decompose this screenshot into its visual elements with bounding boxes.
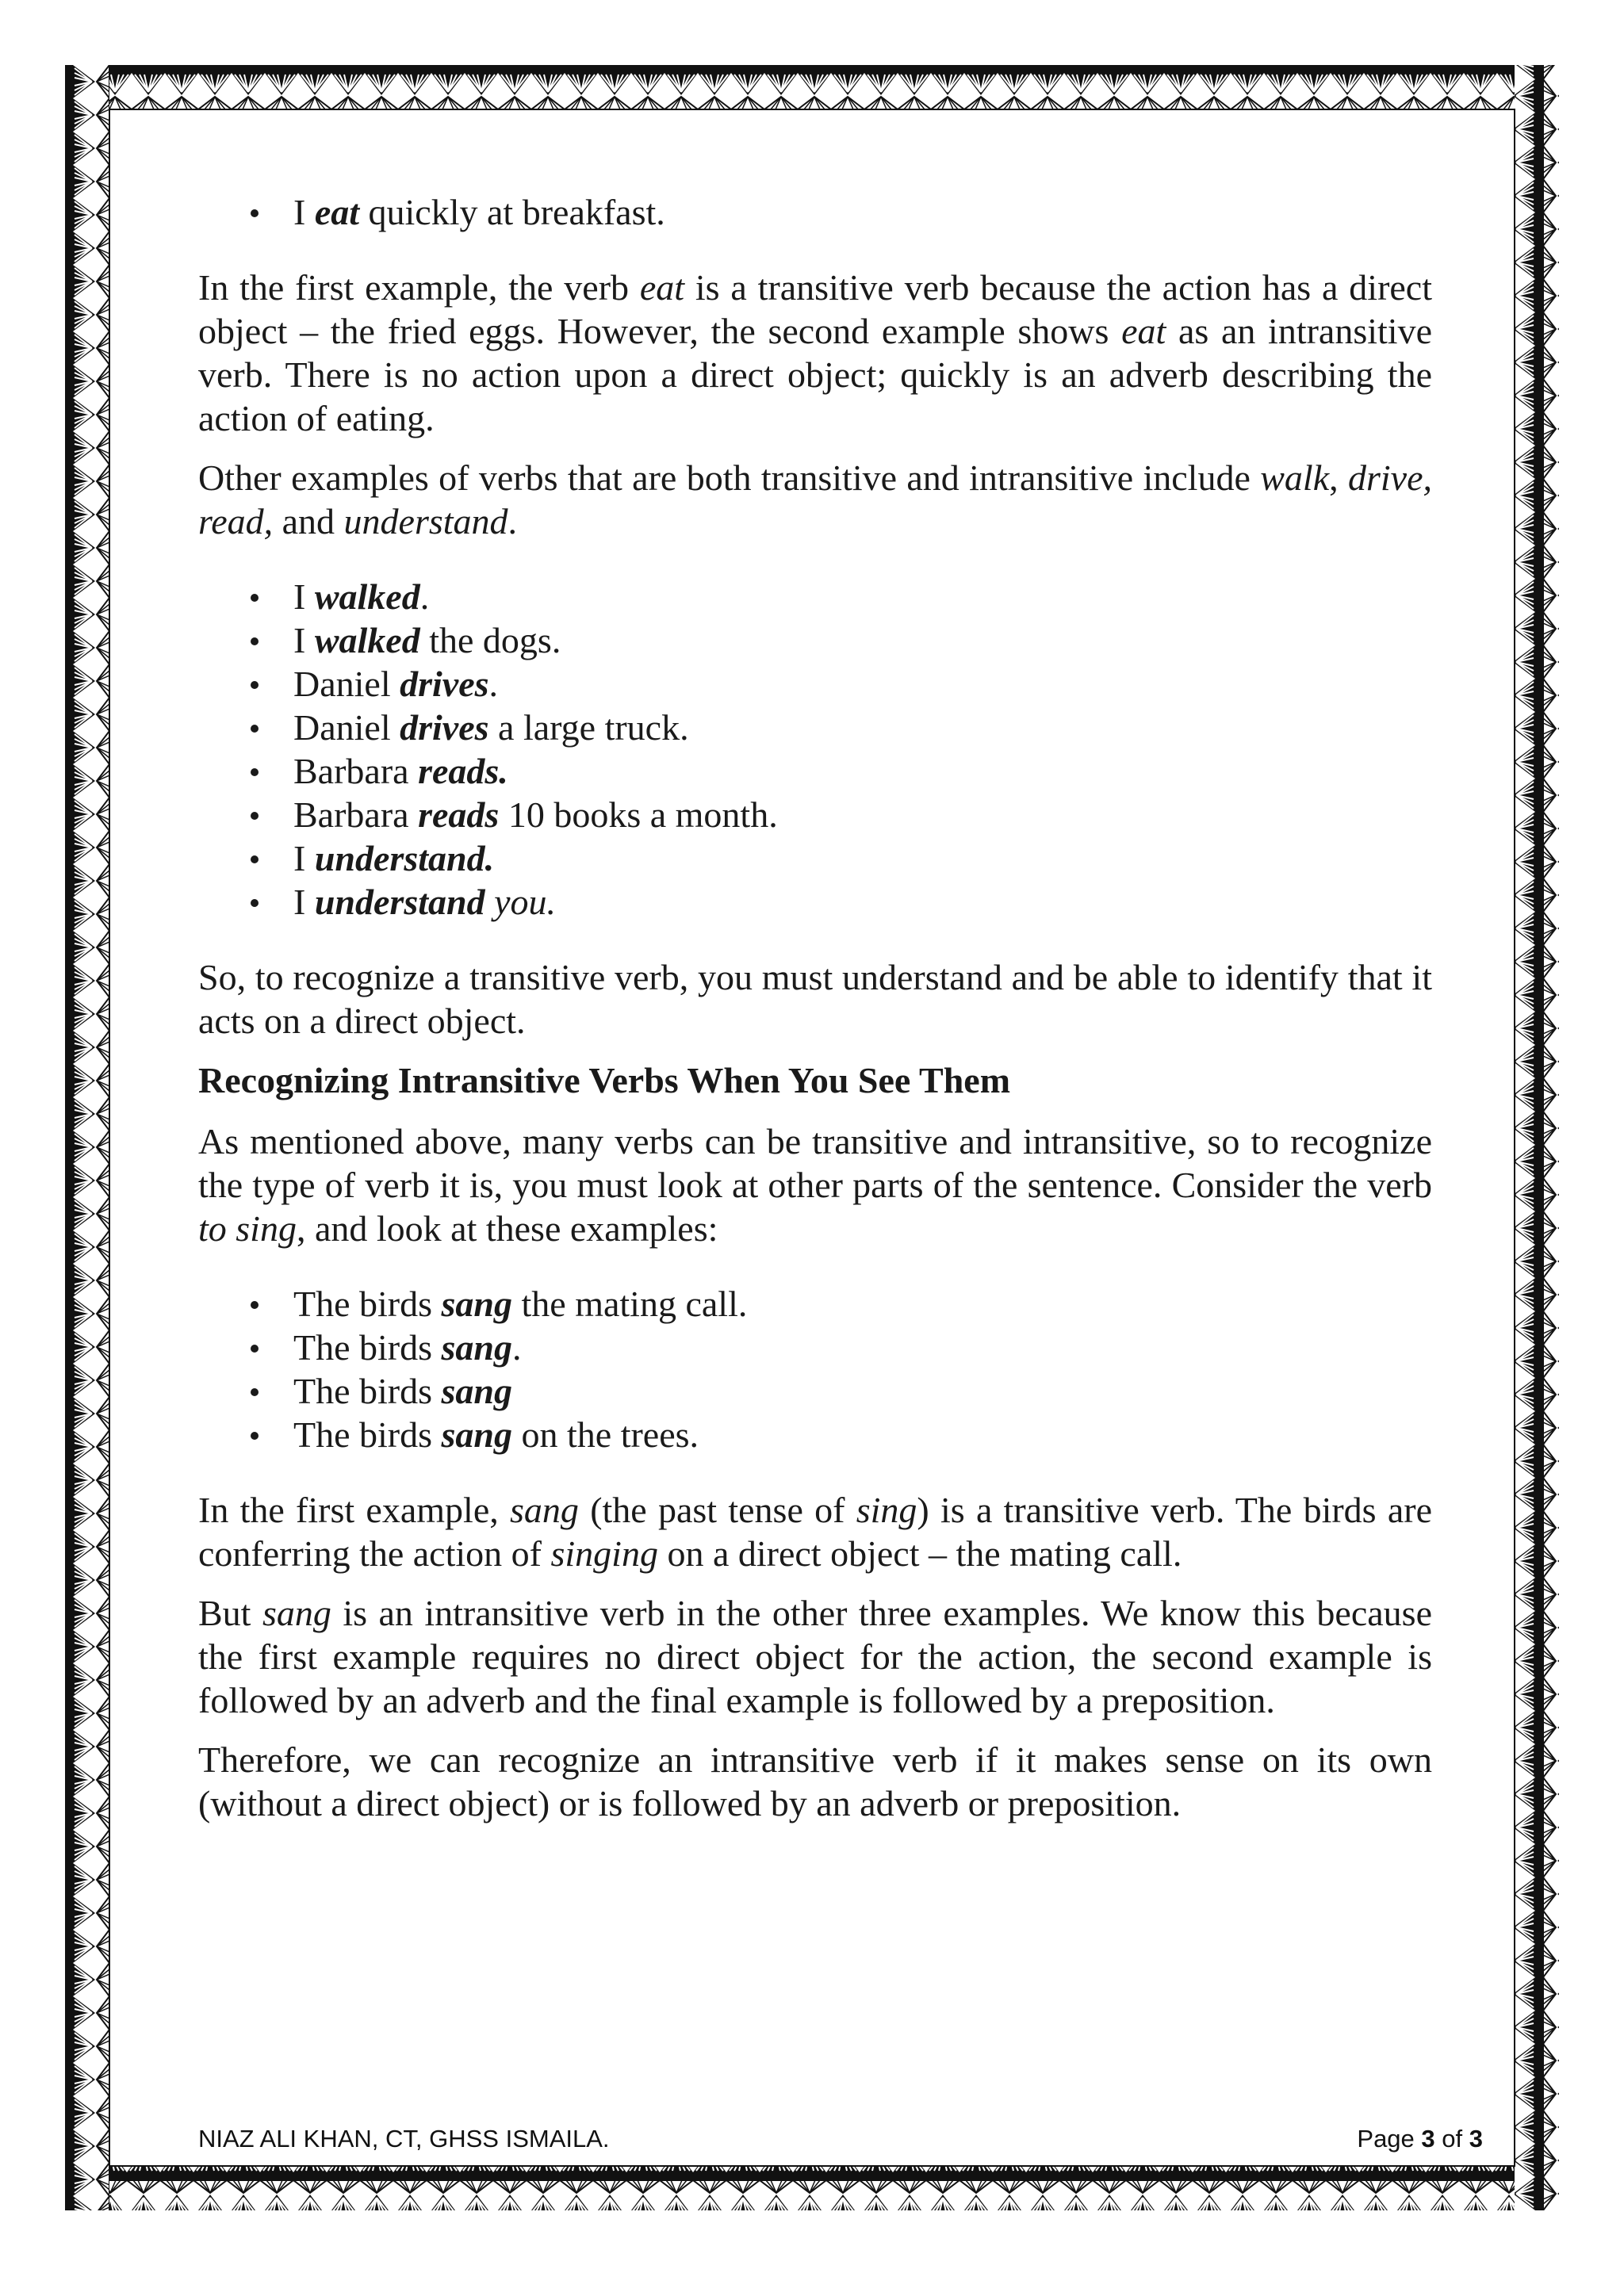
verb-text: walked <box>314 576 420 617</box>
verb-text: sang <box>441 1414 512 1455</box>
section-heading: Recognizing Intransitive Verbs When You See Them <box>198 1060 1011 1100</box>
paragraph: So, to recognize a transitive verb, you must understand and be able to identify that it acts on a direct object. <box>198 957 1432 1041</box>
verb-text: sang <box>441 1284 512 1324</box>
page-footer <box>198 2125 1483 2153</box>
verb-text: walked <box>314 620 420 660</box>
verb-text: drives <box>400 707 489 748</box>
list-item: Barbara reads 10 books a month. <box>293 793 1432 836</box>
top-bullet-list <box>198 190 1432 234</box>
text: and <box>273 501 344 541</box>
text: Other examples of verbs that are both transitive and intransitive include <box>198 457 1261 498</box>
verb-text: reads <box>418 794 500 835</box>
list-item: Daniel drives. <box>293 662 1432 706</box>
footer-author: NIAZ ALI KHAN, CT, GHSS ISMAILA. <box>198 2125 610 2152</box>
list-item: The birds sang. <box>293 1326 1432 1369</box>
text: as an intransitive verb. There is no action upon a direct object; quickly is an adverb describing the action of eating. <box>198 311 1432 438</box>
list-item <box>293 190 1432 234</box>
list-item: I understand. <box>293 836 1432 880</box>
italic-text: to sing <box>198 1208 297 1249</box>
italic-text: eat <box>1121 311 1166 351</box>
text: is a transitive verb because the action has a direct object – the fried eggs. However, the second example shows <box>198 267 1433 351</box>
text: . <box>508 501 518 541</box>
paragraph: But sang is an intransitive verb in the other three examples. We know this because the first example requires no direct object for the action, the second example is followed by an adverb and the final example is followed by a preposition. <box>198 1593 1432 1720</box>
list-item: The birds sang on the trees. <box>293 1413 1432 1456</box>
paragraph: In the first example, sang (the past tense of sing) is a transitive verb. The birds are conferring the action of singing on a direct object – the mating call. <box>198 1490 1432 1574</box>
example-list-1 <box>198 575 1432 924</box>
text: In the first example, the verb <box>198 267 640 308</box>
list-item: I walked. <box>293 575 1432 618</box>
italic-text: walk <box>1260 457 1330 498</box>
example-list-2 <box>198 1282 1432 1456</box>
verb-text: sang <box>441 1371 512 1411</box>
verb-text: drives <box>400 664 489 704</box>
page-number: Page 3 of 3 <box>1357 2125 1483 2152</box>
italic-text: sing <box>856 1490 917 1530</box>
text: , <box>1329 457 1348 498</box>
list-item: The birds sang the mating call. <box>293 1282 1432 1326</box>
italic-text: sang <box>262 1593 331 1633</box>
verb-text: understand <box>314 882 485 922</box>
verb-text: sang <box>441 1327 512 1368</box>
paragraph: Therefore, we can recognize an intransitive verb if it makes sense on its own (without a direct object) or is followed by an adverb or preposition. <box>198 1739 1432 1823</box>
list-item: Daniel drives a large truck. <box>293 706 1432 749</box>
italic-text: eat <box>639 267 685 308</box>
paragraph <box>198 456 1432 543</box>
list-item: Barbara reads. <box>293 749 1432 793</box>
italic-text: you. <box>485 882 556 922</box>
text: quickly at breakfast. <box>359 192 665 232</box>
italic-text: sang <box>510 1490 579 1530</box>
list-item: I walked the dogs. <box>293 618 1432 662</box>
list-item: I understand you. <box>293 880 1432 924</box>
verb-text: understand. <box>314 838 495 878</box>
paragraph <box>198 266 1432 440</box>
verb-text: eat <box>314 192 360 232</box>
verb-text: reads. <box>418 751 508 791</box>
document-body <box>198 190 1432 1841</box>
italic-text: drive, read, <box>198 457 1433 541</box>
italic-text: singing <box>550 1533 658 1574</box>
list-item: The birds sang <box>293 1369 1432 1413</box>
text: I <box>293 192 315 232</box>
italic-text: understand <box>343 501 508 541</box>
paragraph: As mentioned above, many verbs can be transitive and intransitive, so to recognize the type of verb it is, you must look at other parts of the sentence. Consider the verb to sing, and look at these examples: <box>198 1121 1432 1249</box>
